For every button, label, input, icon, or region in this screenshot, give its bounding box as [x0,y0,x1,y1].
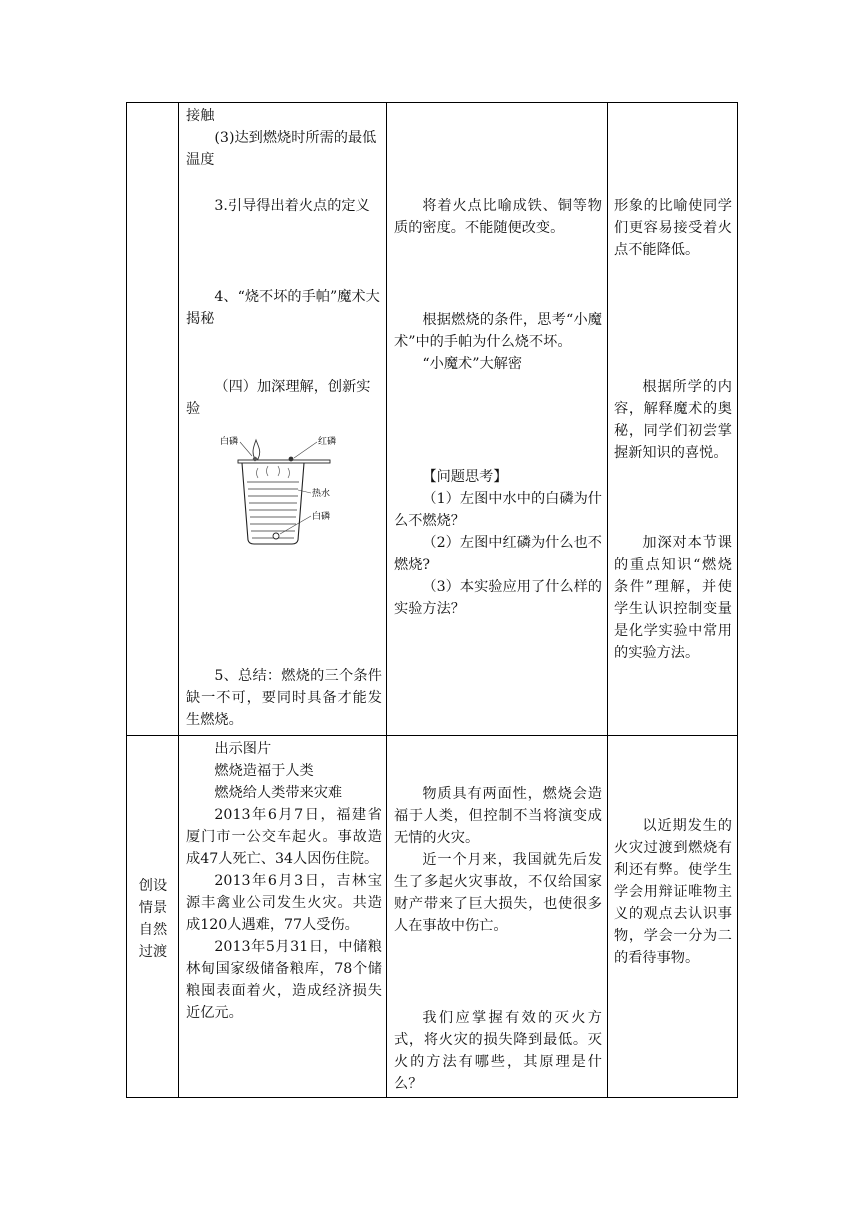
row1-col3-p1: 将着火点比喻成铁、铜等物质的密度。不能随便改变。 [394,198,602,236]
experiment-figure [218,432,342,548]
row2-col4-p1: 以近期发生的火灾过渡到燃烧有利还有弊。使学生学会用辩证唯物主义的观点去认识事物，学会一分为二的看待事物。 [614,818,732,966]
row1-col4-p1: 形象的比喻使同学们更容易接受着火点不能降低。 [614,198,732,258]
row1-col2-cell [186,105,382,171]
hot-water [247,482,299,538]
label-red-phosphorus: 红磷 [318,437,337,447]
row1-col2-p6: 5、总结：燃烧的三个条件缺一不可，要同时具备才能发生燃烧。 [186,668,382,728]
row1-col2-cell-b [186,195,382,217]
row1-col3-cell-c [394,466,602,620]
row1-col3-cell [394,195,602,239]
table-border-right [737,102,738,1098]
flame-icon [253,440,260,459]
leader-line [298,490,311,493]
label-hot-water: 热水 [312,489,331,499]
label-white-phosphorus-bottom: 白磷 [312,512,331,522]
row2-col3-cell [394,783,602,937]
row1-col2-cell-e [186,665,382,731]
row2-col3-cell-b [394,1007,602,1095]
row2-col2-cell [186,738,382,1024]
red-phosphorus-piece [289,457,294,462]
beaker [242,463,304,544]
label-white-phosphorus-top: 白磷 [220,437,239,447]
row1-col3-p3: “小魔术”大解密 [422,356,523,372]
leader-line [240,442,252,456]
row1-col2-p4: 4、“烧不坏的手帕”魔术大揭秘 [186,289,380,327]
row2-col2-p5: 2013年6月3日，吉林宝源丰禽业公司发生火灾。共造成120人遇难，77人受伤。 [186,873,382,933]
row1-col2-p1: 接触 [186,108,215,124]
row1-col2-p3: 3.引导得出着火点的定义 [214,198,370,214]
table-border-left [126,102,127,1098]
row2-col2-p6: 2013年5月31日，中储粮林甸国家级储备粮库，78个储粮囤表面着火，造成经济损失近亿元。 [186,939,382,1021]
row1-col2-cell-c [186,286,382,330]
row2-col2-p4: 2013年6月7日，福建省厦门市一公交车起火。事故造成47人死亡、34人因伤住院。 [186,807,382,867]
lesson-table [126,102,738,1098]
row1-col4-p2: 根据所学的内容，解释魔术的奥秘，同学们初尝掌握新知识的喜悦。 [614,379,732,461]
leader-line [294,442,317,458]
row1-col2-cell-d [186,376,382,420]
copper-plate [238,460,330,463]
row1-col4-cell-c [614,532,732,664]
steam [257,466,290,478]
row2-col3-p2: 近一个月来，我国就先后发生了多起火灾事故，不仅给国家财产带来了巨大损失，也使很多人在事故中伤亡。 [394,852,602,934]
table-border-bottom [126,1097,738,1098]
row1-col4-cell [614,195,732,261]
table-border-top [126,102,738,103]
row1-col2-p5: （四）加深理解，创新实验 [186,379,371,417]
row2-col3-p1: 物质具有两面性，燃烧会造福于人类，但控制不当将演变成无情的火灾。 [394,786,602,846]
white-phosphorus-piece [253,457,257,461]
col-divider-2 [386,102,387,1098]
row2-col2-p3: 燃烧给人类带来灾难 [214,785,343,801]
row2-col4-cell [614,815,732,969]
row2-col1-cell [133,875,173,963]
row1-col2-p2: (3)达到燃烧时所需的最低温度 [186,130,377,168]
row1-col3-p4: 【问题思考】 [422,469,508,485]
row1-col3-cell-b [394,309,602,375]
submerged-white-phosphorus [273,533,279,539]
row1-col3-p7: （3）本实验应用了什么样的实验方法？ [394,579,602,617]
row1-col3-p2: 根据燃烧的条件，思考“小魔术”中的手帕为什么烧不坏。 [394,312,602,350]
row2-col2-p2: 燃烧造福于人类 [214,763,314,779]
row1-col3-p6: （2）左图中红磷为什么也不燃烧? [394,535,602,573]
row2-col3-p3: 我们应掌握有效的灭火方式，将火灾的损失降到最低。灭火的方法有哪些，其原理是什么？ [394,1010,602,1092]
row2-stage-label: 创设情景自然过渡 [138,878,168,960]
col-divider-3 [607,102,608,1098]
row2-col2-p1: 出示图片 [214,741,272,757]
row1-col4-p3: 加深对本节课的重点知识“燃烧条件”理解，并使学生认识控制变量是化学实验中常用的实验方法。 [614,535,732,661]
col-divider-1 [178,102,179,1098]
row-divider [126,735,738,736]
row1-col4-cell-b [614,376,732,464]
row1-col3-p5: （1）左图中水中的白磷为什么不燃烧？ [394,491,602,529]
